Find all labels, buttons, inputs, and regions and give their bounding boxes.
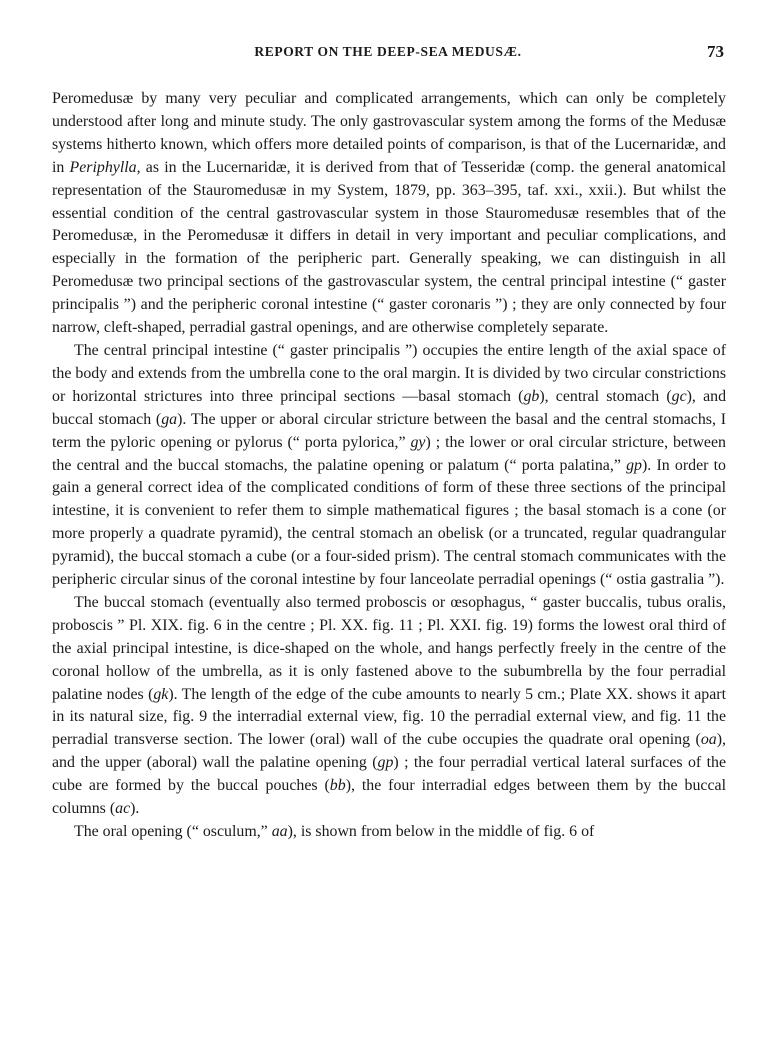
text-run: ). The upper or aboral circular stricture between the basal and the central stomachs, I term the pyloric opening or pylorus (“ porta pylorica,”	[52, 410, 726, 451]
italic-term: gc	[671, 387, 687, 405]
text-run: Peromedusæ by many very peculiar and complicated arrangements, which can only be completely understood after long and minute study. The only gastrovascular system among the forms of the Medusæ systems hitherto known, which offers more detailed points of comparison, is that of the Lucernaridæ, and in	[52, 90, 726, 176]
text-run: ) ; the four perradial vertical lateral surfaces of the cube are formed by the buccal pouches (	[52, 754, 726, 795]
body-text	[52, 88, 726, 844]
italic-term: aa	[271, 823, 288, 840]
paragraph	[52, 88, 726, 340]
text-run: The buccal stomach (eventually also termed proboscis or œsophagus, “ gaster buccalis, tubus oralis, proboscis ” Pl. XIX. fig. 6 in the centre ; Pl. XX. fig. 11 ; Pl. XXI. fig. 19) forms the lowest oral third of the axial principal intestine, is dice-shaped on the whole, and hangs perfectly freely in the centre of the coronal hollow of the umbrella, as it is only fastened above to the subumbrella by the four perradial palatine nodes (	[52, 593, 726, 703]
italic-term: gb	[523, 387, 540, 405]
italic-term: oa	[700, 731, 717, 749]
paragraph	[52, 592, 726, 821]
text-run: The central principal intestine (“ gaster principalis ”) occupies the entire length of the axial space of the body and extends from the umbrella cone to the oral margin. It is divided by two circular constrictions or horizontal strictures into three principal sections —basal stomach (	[52, 341, 726, 405]
running-head	[52, 44, 724, 66]
text-run: ), and the upper (aboral) wall the palatine opening (	[52, 731, 726, 772]
italic-term: ga	[161, 410, 178, 428]
italic-term: gy	[410, 433, 426, 451]
italic-term: gk	[153, 685, 169, 703]
text-run: ), and buccal stomach (	[52, 387, 727, 428]
text-run: The oral opening (“ osculum,”	[74, 823, 272, 840]
italic-term: gp	[377, 754, 394, 772]
italic-term: bb	[329, 777, 346, 795]
italic-term: gp	[626, 456, 642, 474]
text-run: as in the Lucernaridæ, it is derived from that of Tesseridæ (comp. the general anatomical representation of the Stauromedusæ in my System, 1879, pp. 363–395, taf. xxi., xxii.). But whilst the essential condition of the central gastrovascular system in those Stauromedusæ resembles that of the Peromedusæ, in the Peromedusæ it differs in detail in very important and peculiar complications, and especially in the formation of the peripheric part. Generally speaking, we can distinguish in all Peromedusæ two principal sections of the gastrovascular system, the central principal intestine (“ gaster principalis ”) and the peripheric coronal intestine (“ gaster coronaris ”) ; they are only connected by four narrow, cleft-shaped, perradial gastral openings, and are otherwise completely separate.	[52, 158, 726, 337]
page-number: 73	[707, 42, 724, 61]
text-run: ).	[130, 800, 140, 818]
text-run: ), is shown from below in the middle of fig. 6 of	[287, 823, 595, 840]
text-run: ) ; the lower or oral circular stricture, between the central and the buccal stomachs, the palatine opening or palatum (“ porta palatina,”	[52, 433, 726, 474]
text-run: ), the four interradial edges between them by the buccal columns (	[52, 777, 726, 818]
paragraph	[52, 821, 726, 844]
text-run: ), central stomach (	[539, 387, 672, 405]
running-title: REPORT ON THE DEEP-SEA MEDUSÆ.	[254, 44, 522, 59]
paragraph	[52, 340, 726, 592]
italic-term: ac	[115, 800, 131, 818]
text-run: ). The length of the edge of the cube amounts to nearly 5 cm.; Plate XX. shows it apart in its natural size, fig. 9 the interradial external view, fig. 10 the perradial external view, and fig. 11 the perradial transverse section. The lower (oral) wall of the cube occupies the quadrate oral opening (	[52, 685, 726, 749]
italic-term: Periphylla,	[69, 158, 141, 176]
text-run: ). In order to gain a general correct idea of the complicated conditions of form of these three sections of the principal intestine, it is convenient to refer them to simple mathematical figures ; the basal stomach is a cone (or more properly a quadrate pyramid), the central stomach an obelisk (or a truncated, regular quadrangular pyramid), the buccal stomach a cube (or a four-sided prism). The central stomach communicates with the peripheric circular sinus of the coronal intestine by four lanceolate perradial openings (“ ostia gastralia ”).	[52, 456, 726, 589]
